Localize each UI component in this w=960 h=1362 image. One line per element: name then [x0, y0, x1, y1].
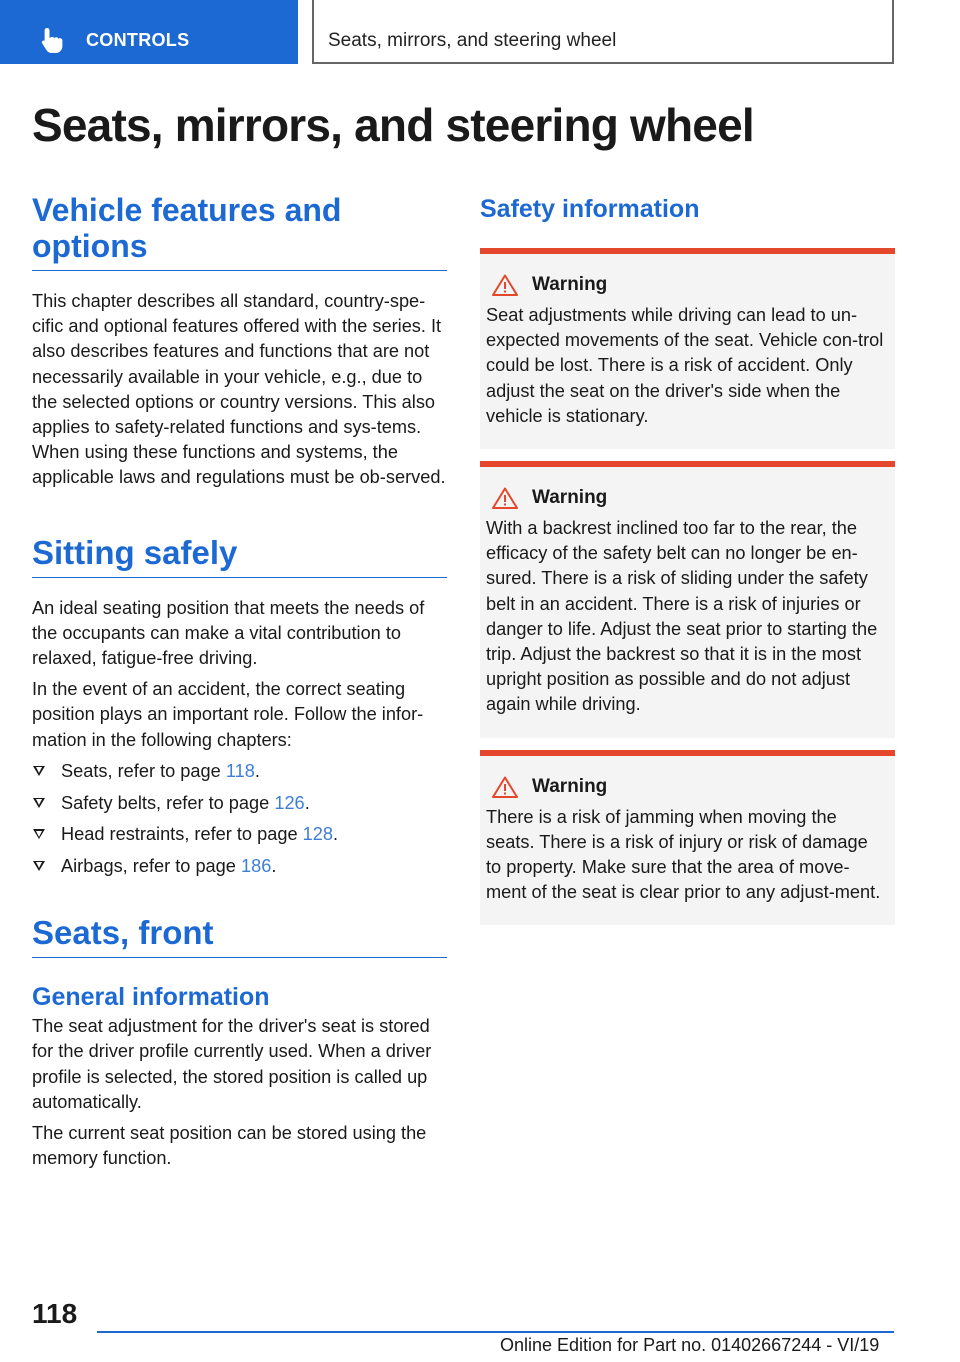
bullet-triangle-icon: [33, 829, 45, 839]
features-heading: [32, 192, 447, 271]
seats-front-heading: Seats, front: [32, 915, 447, 958]
chapter-label: Seats, mirrors, and steering wheel: [328, 30, 617, 51]
page-number: 118: [32, 1298, 78, 1329]
page-link[interactable]: 128: [302, 824, 333, 845]
list-item: Head restraints, refer to page 128.: [32, 822, 447, 847]
warning-text: Seat adjustments while driving can lead to un-expected movements of the seat. Vehicle con-trol could be lost. There is a risk of accident. Only adjust the seat on the driver's side when the vehicle is stationary.: [486, 305, 884, 426]
safety-heading: Safety information: [480, 195, 700, 223]
warning-box: [480, 248, 895, 449]
warning-title: Warning: [532, 487, 608, 509]
warning-title: Warning: [532, 775, 608, 797]
warning-triangle-icon: [492, 487, 518, 509]
edition-note: Online Edition for Part no. 01402667244 - VI/19: [500, 1335, 880, 1355]
left-column: [32, 192, 447, 1171]
sitting-para2: In the event of an accident, the correct seating position plays an important role. Follow the infor-mation in the following chapters:: [32, 679, 424, 750]
list-item: Airbags, refer to page 186.: [32, 854, 447, 879]
general-info-heading: General information: [32, 983, 270, 1012]
page-title: Seats, mirrors, and steering wheel: [32, 99, 754, 151]
bullet-triangle-icon: [33, 766, 45, 776]
warning-triangle-icon: [492, 776, 518, 798]
warning-box: [480, 461, 895, 738]
page-link[interactable]: 186: [240, 855, 272, 876]
list-item-text: Head restraints, refer to page: [61, 824, 303, 845]
bullet-triangle-icon: [33, 861, 45, 871]
sitting-para1: An ideal seating position that meets the needs of the occupants can make a vital contribution to relaxed, fatigue-free driving.: [32, 597, 425, 669]
pointing-hand-icon: [38, 26, 66, 54]
sitting-heading: Sitting safely: [32, 535, 447, 578]
list-item-text: Seats, refer to page: [61, 760, 226, 781]
features-heading-line1: Vehicle features and: [32, 192, 342, 228]
warning-triangle-icon: [492, 274, 518, 296]
reference-list: [32, 759, 447, 879]
right-column: [480, 192, 895, 925]
seats-front-para2: The current seat position can be stored using the memory function.: [32, 1122, 427, 1169]
list-item-text: Safety belts, refer to page: [61, 792, 275, 813]
chapter-header: [312, 0, 894, 64]
bullet-triangle-icon: [33, 798, 45, 808]
features-text: This chapter describes all standard, country-spe-cific and optional features offered with the series. It also describes features and functions that are not necessarily available in your vehicle, e.g., due to the selected options or country versions. This also applies to safety-related functions and sys-tems. When using these functions and systems, the applicable laws and regulations must be ob-served.: [32, 291, 446, 488]
section-tab[interactable]: [0, 0, 298, 64]
warning-text: There is a risk of jamming when moving the seats. There is a risk of injury or risk of damage to property. Make sure that the area of move-ment of the seat is clear prior to any adjust-ment.: [486, 806, 881, 903]
warning-box: [480, 750, 895, 926]
list-item-text: Airbags, refer to page: [61, 855, 241, 876]
list-item: Safety belts, refer to page 126.: [32, 791, 447, 816]
seats-front-para1: The seat adjustment for the driver's seat is stored for the driver profile currently used. When a driver profile is selected, the stored position is called up automatically.: [32, 1016, 432, 1112]
section-label: CONTROLS: [86, 30, 190, 50]
page-link[interactable]: 118: [225, 760, 255, 781]
warning-title: Warning: [532, 274, 608, 295]
features-heading-line2: options: [32, 228, 148, 264]
list-item: Seats, refer to page 118.: [32, 759, 447, 784]
warning-text: With a backrest inclined too far to the rear, the efficacy of the safety belt can no longer be en-sured. There is a risk of sliding under the safety belt in an accident. There is a risk of injuries or danger to life. Adjust the seat prior to starting the trip. Adjust the backrest so that it is in the most upright position as possible and do not adjust again while driving.: [486, 518, 878, 715]
page-link[interactable]: 126: [274, 792, 305, 813]
footer-divider: [97, 1331, 894, 1333]
